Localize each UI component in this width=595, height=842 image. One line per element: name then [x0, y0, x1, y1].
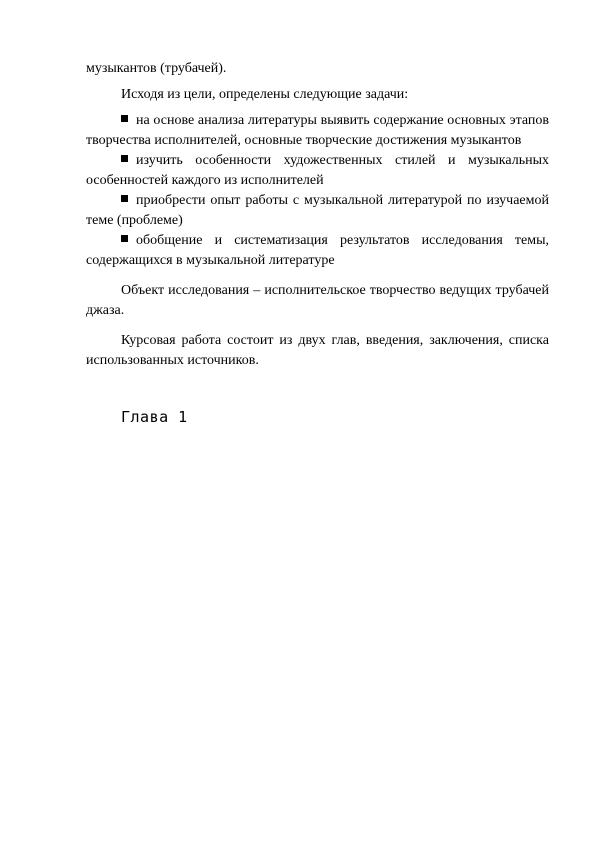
- square-bullet-icon: [121, 195, 128, 202]
- square-bullet-icon: [121, 235, 128, 242]
- chapter-heading: Глава 1: [121, 408, 188, 426]
- task-bullet-4: [86, 231, 549, 271]
- work-structure-paragraph: Курсовая работа состоит из двух глав, введения, заключения, списка использованных источников.: [86, 333, 549, 368]
- research-object-paragraph: Объект исследования – исполнительское творчество ведущих трубачей джаза.: [86, 283, 549, 318]
- document-body: [86, 59, 549, 371]
- task-bullet-3: [86, 191, 549, 231]
- task-bullet-4-text: обобщение и систематизация результатов исследования темы, содержащихся в музыкальной литературе: [86, 233, 549, 268]
- intro-tail-line: музыкантов (трубачей).: [86, 61, 227, 76]
- task-bullet-2: [86, 151, 549, 191]
- task-bullet-1: [86, 111, 549, 151]
- task-bullet-1-text: на основе анализа литературы выявить содержание основных этапов творчества исполнителей, основные творческие достижения музыкантов: [86, 113, 549, 148]
- task-bullet-3-text: приобрести опыт работы с музыкальной литературой по изучаемой теме (проблеме): [86, 193, 549, 228]
- square-bullet-icon: [121, 115, 128, 122]
- square-bullet-icon: [121, 155, 128, 162]
- tasks-intro-paragraph: Исходя из цели, определены следующие задачи:: [121, 87, 409, 102]
- task-bullet-2-text: изучить особенности художественных стилей и музыкальных особенностей каждого из исполнителей: [86, 153, 549, 188]
